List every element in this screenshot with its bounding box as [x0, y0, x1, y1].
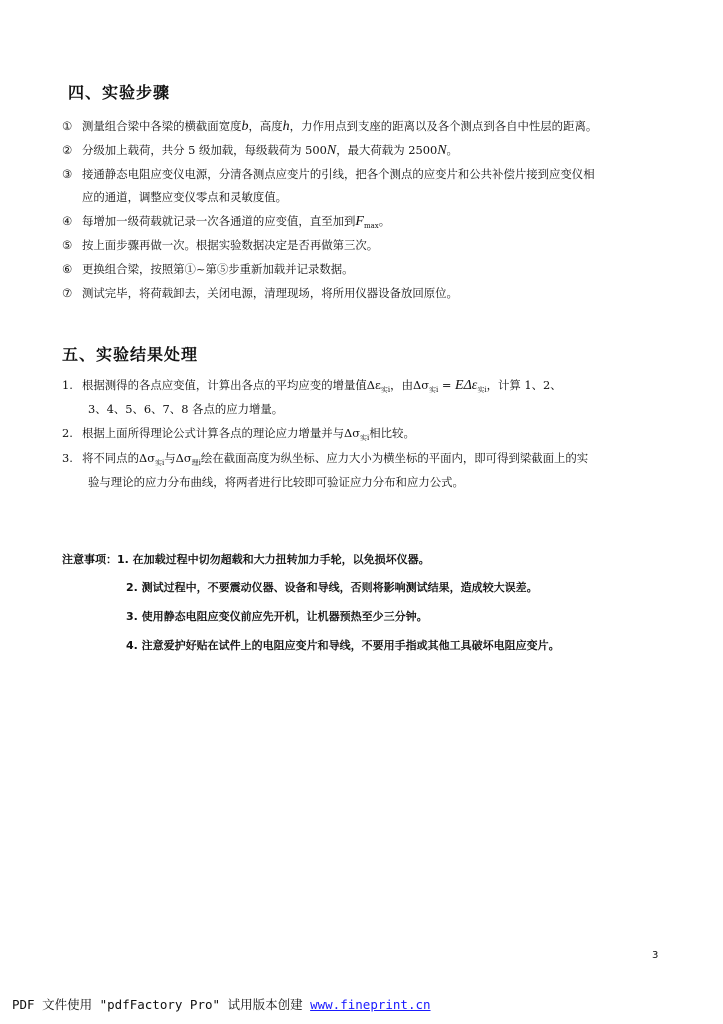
result-item-2: [62, 425, 415, 446]
symbol: Δσ: [175, 451, 192, 465]
step-4: [62, 213, 390, 234]
notes-item-1: [62, 552, 430, 568]
result-item-1-continued: [88, 401, 283, 417]
symbol: Δσ: [138, 451, 155, 465]
page-number: 3: [652, 950, 659, 961]
note-text: 4. 注意爱护好贴在试件上的电阻应变片和导线，不要用手指或其他工具破坏电阻应变片。: [126, 639, 560, 652]
result-item-3: [62, 450, 588, 471]
step-2: [62, 142, 458, 159]
subscript: 理i: [191, 459, 201, 467]
result-item-1: [62, 377, 562, 398]
step-text: 。: [446, 143, 458, 157]
step-number: ⑤: [62, 238, 73, 252]
step-text: 测量组合梁中各梁的横截面宽度: [82, 119, 242, 133]
symbol: Δε: [366, 378, 381, 392]
item-text: 绘在截面高度为纵坐标、应力大小为横坐标的平面内，即可得到梁截面上的实: [200, 451, 589, 465]
step-number: ②: [62, 143, 73, 157]
notes-label: 注意事项：: [62, 553, 117, 566]
subscript: 实i: [380, 386, 391, 394]
step-text: 测试完毕，将荷载卸去，关闭电源，清理现场，将所用仪器设备放回原位。: [82, 286, 458, 300]
item-text: 相比较。: [369, 426, 415, 440]
item-number: 2.: [62, 426, 73, 440]
step-3-continued: [82, 189, 287, 205]
item-text: ，由: [390, 378, 413, 392]
variable: N: [326, 143, 337, 158]
step-number: ③: [62, 167, 73, 181]
item-number: 3.: [62, 451, 73, 465]
variable: b: [241, 119, 249, 134]
step-6: [62, 261, 354, 277]
step-1: [62, 118, 597, 135]
note-text: 3. 使用静态电阻应变仪前应先开机，让机器预热至少三分钟。: [126, 610, 428, 623]
footer-text: PDF 文件使用 "pdfFactory Pro" 试用版本创建: [12, 997, 303, 1012]
step-number: ④: [62, 214, 73, 228]
step-number: ⑥: [62, 262, 73, 276]
pdf-footer: [12, 995, 431, 1013]
item-text: 与: [164, 451, 176, 465]
item-text: 将不同点的: [82, 451, 139, 465]
step-number: ①: [62, 119, 73, 133]
variable: h: [282, 119, 290, 134]
notes-item-4: [126, 638, 560, 654]
item-text: 验与理论的应力分布曲线，将两者进行比较即可验证应力分布和应力公式。: [88, 475, 464, 489]
item-text: 根据上面所得理论公式计算各点的理论应力增量并与: [82, 426, 344, 440]
note-text: 2. 测试过程中，不要震动仪器、设备和导线，否则将影响测试结果，造成较大误差。: [126, 581, 538, 594]
notes-item-3: [126, 609, 428, 625]
variable: F: [355, 214, 364, 229]
step-text: 按上面步骤再做一次。根据实验数据决定是否再做第三次。: [82, 238, 379, 252]
step-text: 更换组合梁，按照第①~第⑤步重新加载并记录数据。: [82, 262, 354, 276]
step-number: ⑦: [62, 286, 73, 300]
item-text: 3、4、5、6、7、8 各点的应力增量。: [88, 402, 284, 416]
symbol: Δσ: [412, 378, 429, 392]
note-text: 1. 在加载过程中切勿超载和大力扭转加力手轮，以免损坏仪器。: [117, 553, 430, 566]
step-5: [62, 237, 378, 253]
variable: N: [437, 143, 447, 158]
step-text: 分级加上载荷，共分 5 级加载，每级载荷为 500: [82, 143, 327, 157]
step-3: [62, 166, 595, 182]
step-text: ，最大荷载为 2500: [336, 143, 438, 157]
equals-sign: =: [441, 378, 452, 392]
notes-item-2: [126, 580, 538, 596]
step-text: 接通静态电阻应变仪电源，分清各测点应变片的引线，把各个测点的应变片和公共补偿片接到应变仪相: [82, 167, 595, 181]
subscript: 实i: [428, 386, 439, 394]
step-text: ，力作用点到支座的距离以及各个测点到各自中性层的距离。: [289, 119, 598, 133]
step-7: [62, 285, 458, 301]
subscript: 实i: [477, 386, 487, 394]
item-text: 根据测得的各点应变值，计算出各点的平均应变的增量值: [82, 378, 367, 392]
symbol: EΔε: [455, 378, 478, 393]
result-item-3-continued: [88, 474, 464, 490]
item-number: 1.: [62, 378, 73, 392]
subscript: 实i: [360, 434, 370, 442]
section-5-title: 五、实验结果处理: [62, 345, 199, 364]
step-text: ，高度: [248, 119, 283, 133]
footer-link[interactable]: www.fineprint.cn: [310, 997, 431, 1012]
section-4-title: 四、实验步骤: [68, 83, 171, 102]
subscript: max: [363, 222, 379, 230]
symbol: Δσ: [344, 426, 361, 440]
step-text: 应的通道，调整应变仪零点和灵敏度值。: [82, 190, 288, 204]
subscript: 实i: [154, 459, 165, 467]
step-text: 每增加一级荷载就记录一次各通道的应变值，直至加到: [82, 214, 356, 228]
item-text: ，计算 1、2、: [486, 378, 562, 392]
step-text: 。: [378, 214, 391, 228]
